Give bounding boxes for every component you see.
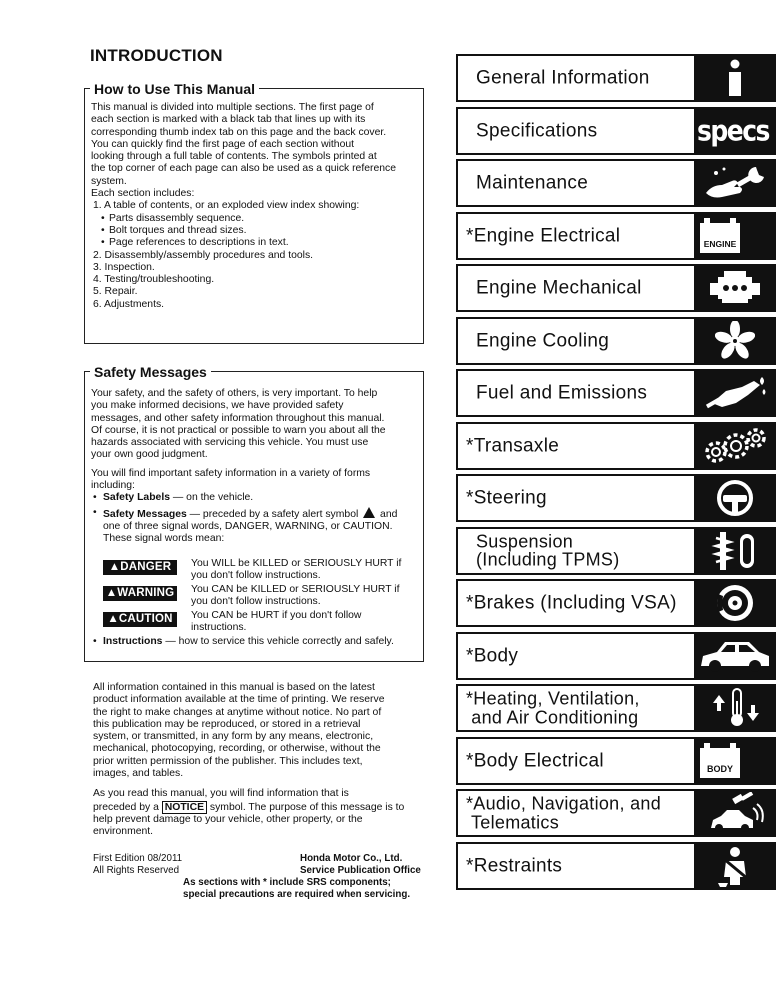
company: Honda Motor Co., Ltd. bbox=[300, 853, 403, 864]
how-to-use-body bbox=[91, 102, 421, 311]
srs-note bbox=[183, 877, 410, 901]
battery-text: ENGINE bbox=[700, 223, 740, 253]
tab-suspension[interactable] bbox=[456, 527, 776, 575]
list-item: 4. Testing/troubleshooting. bbox=[93, 274, 215, 286]
sub-list-item: • Bolt torques and thread sizes. bbox=[91, 225, 421, 237]
safety-line: hazards associated with servicing this vehicle. You must use bbox=[91, 437, 369, 449]
sub-list-item: • Page references to descriptions in text. bbox=[91, 237, 421, 249]
edition: First Edition 08/2011 bbox=[93, 853, 183, 864]
signal-line: You CAN be KILLED or SERIOUSLY HURT if bbox=[191, 583, 400, 595]
tab-engine-electrical[interactable] bbox=[456, 212, 776, 260]
instructions-item bbox=[91, 636, 421, 648]
office: Service Publication Office bbox=[300, 865, 421, 876]
signal-line: you don't follow instructions. bbox=[191, 569, 321, 581]
tab-label-line1: Suspension bbox=[476, 531, 574, 551]
tab-hvac[interactable] bbox=[456, 684, 776, 732]
safety-line: you make informed decisions, we have provided safety bbox=[91, 400, 344, 412]
notice-badge: NOTICE bbox=[162, 801, 207, 814]
tab-restraints[interactable] bbox=[456, 842, 776, 890]
safety-heading: Safety Messages bbox=[90, 364, 211, 380]
tab-label bbox=[466, 795, 698, 832]
disclaimer-line: images, and tables. bbox=[93, 768, 184, 780]
tab-transaxle[interactable] bbox=[456, 422, 776, 470]
tab-general-information[interactable] bbox=[456, 54, 776, 102]
rights: All Rights Reserved bbox=[93, 865, 180, 876]
list-item: 5. Repair. bbox=[93, 286, 138, 298]
battery-engine-icon bbox=[694, 214, 776, 258]
signal-warning bbox=[91, 584, 421, 608]
safety-labels-rest: — on the vehicle. bbox=[170, 492, 254, 504]
srs-line: As sections with * include SRS components; bbox=[183, 877, 391, 888]
signal-line: You CAN be HURT if you don't follow bbox=[191, 609, 362, 621]
battery-body-icon bbox=[694, 739, 776, 783]
tab-label bbox=[476, 532, 708, 569]
intro-line: system. bbox=[91, 175, 127, 187]
signal-text bbox=[191, 584, 399, 608]
notice-post: symbol. The purpose of this message is to bbox=[207, 801, 405, 813]
safety-messages-rest: — preceded by a safety alert symbol bbox=[186, 508, 362, 520]
safety-line: one of three signal words, DANGER, WARNING, or CAUTION. bbox=[103, 520, 393, 532]
signal-line: You WILL be KILLED or SERIOUSLY HURT if bbox=[191, 557, 402, 569]
danger-badge: ▲DANGER bbox=[103, 560, 177, 575]
disclaimer-line: the right to make changes at anytime without notice. No part of bbox=[93, 706, 382, 718]
signal-caution bbox=[91, 610, 421, 634]
safety-line: You will find important safety information in a variety of forms bbox=[91, 467, 371, 479]
intro-line: each section is marked with a black tab that lines up with its bbox=[91, 114, 366, 126]
intro-line: You can quickly find the first page of each section without bbox=[91, 138, 355, 150]
safety-body bbox=[91, 388, 421, 648]
instructions-rest: — how to service this vehicle correctly and safely. bbox=[162, 635, 394, 647]
footer-left bbox=[93, 853, 182, 877]
safety-line: messages, and other safety information throughout this manual. bbox=[91, 412, 385, 424]
intro-line: corresponding thumb index tab on this page and the back cover. bbox=[91, 126, 387, 138]
safety-labels-item bbox=[91, 492, 421, 504]
disclaimer-line: product information available at the time of printing. We reserve bbox=[93, 694, 385, 706]
tab-label bbox=[466, 690, 698, 727]
tab-label: *Transaxle bbox=[466, 435, 560, 456]
intro-line: the top corner of each page can also be used as a quick reference bbox=[91, 163, 396, 175]
safety-messages-bold: Safety Messages bbox=[103, 508, 187, 520]
specs-icon bbox=[694, 109, 776, 153]
steering-wheel-icon bbox=[694, 476, 776, 520]
intro-line: looking through a full table of contents. The symbols printed at bbox=[91, 151, 377, 163]
tab-label: Fuel and Emissions bbox=[476, 382, 648, 404]
notice-pre: preceded by a bbox=[93, 801, 162, 813]
how-to-use-heading: How to Use This Manual bbox=[90, 81, 259, 97]
specs-icon-text: specs bbox=[697, 113, 769, 148]
tab-label: *Body Electrical bbox=[466, 750, 604, 771]
safety-line: including: bbox=[91, 480, 135, 492]
safety-line: Of course, it is not practical or possible to warn you about all the bbox=[91, 424, 386, 436]
disclaimer-line: prior written permission of the publisher. This includes text, bbox=[93, 755, 363, 767]
instructions-bold: Instructions bbox=[103, 635, 163, 647]
each-section-line: Each section includes: bbox=[91, 188, 195, 200]
signal-line: instructions. bbox=[191, 621, 247, 633]
list-item: 6. Adjustments. bbox=[93, 298, 165, 310]
list-item: 1. A table of contents, or an exploded view index showing: bbox=[93, 200, 360, 212]
tab-audio-navigation[interactable] bbox=[456, 789, 776, 837]
seatbelt-icon bbox=[694, 844, 776, 888]
tab-steering[interactable] bbox=[456, 474, 776, 522]
disclaimer bbox=[93, 682, 423, 839]
car-body-icon bbox=[694, 634, 776, 678]
tab-maintenance[interactable] bbox=[456, 159, 776, 207]
warning-badge: ▲WARNING bbox=[103, 586, 177, 601]
safety-line: These signal words mean: bbox=[103, 533, 225, 545]
tab-label: Engine Mechanical bbox=[476, 277, 642, 299]
disclaimer-line: All information contained in this manual is based on the latest bbox=[93, 682, 375, 693]
engine-block-icon bbox=[694, 266, 776, 310]
disclaimer-line: this publication may be reproduced, or stored in a retrieval bbox=[93, 718, 361, 730]
caution-badge: ▲CAUTION bbox=[103, 612, 177, 627]
notice-line: help prevent damage to your vehicle, other property, or the bbox=[93, 813, 363, 825]
signal-text bbox=[191, 610, 361, 634]
satellite-car-icon bbox=[694, 791, 776, 835]
notice-line: As you read this manual, you will find information that is bbox=[93, 788, 349, 800]
battery-shape bbox=[700, 743, 740, 779]
signal-text bbox=[191, 558, 401, 582]
tab-label: Engine Cooling bbox=[476, 330, 610, 351]
battery-text: BODY bbox=[700, 748, 740, 778]
tab-engine-cooling[interactable] bbox=[456, 317, 776, 365]
srs-line: special precautions are required when servicing. bbox=[183, 889, 411, 900]
tab-label-line2: (Including TPMS) bbox=[476, 549, 620, 570]
tab-label: *Brakes (Including VSA) bbox=[466, 592, 677, 614]
fan-icon bbox=[694, 319, 776, 363]
info-icon bbox=[694, 56, 776, 100]
notice-line-2 bbox=[93, 801, 423, 814]
intro-line: This manual is divided into multiple sections. The first page of bbox=[91, 102, 374, 113]
tab-label-line2: Telematics bbox=[466, 812, 560, 832]
tab-label: Maintenance bbox=[476, 172, 589, 194]
tab-label: *Restraints bbox=[466, 855, 563, 876]
tab-label: *Engine Electrical bbox=[466, 225, 621, 246]
tab-engine-mechanical[interactable] bbox=[456, 264, 776, 312]
tab-label: General Information bbox=[476, 67, 650, 89]
disclaimer-line: mechanical, photocopying, recording, or otherwise, without the bbox=[93, 743, 381, 755]
fuel-nozzle-icon bbox=[694, 371, 776, 415]
tab-label-line1: *Heating, Ventilation, bbox=[466, 688, 640, 709]
signal-line: you don't follow instructions. bbox=[191, 595, 321, 607]
tab-fuel-and-emissions[interactable] bbox=[456, 369, 776, 417]
tab-label-line2: and Air Conditioning bbox=[466, 707, 639, 727]
page-title: INTRODUCTION bbox=[90, 46, 223, 65]
safety-alert-icon bbox=[363, 507, 375, 518]
brake-disc-icon bbox=[694, 581, 776, 625]
list-item: 3. Inspection. bbox=[93, 261, 155, 273]
footer-right bbox=[300, 853, 421, 877]
signal-danger bbox=[91, 558, 421, 582]
tab-body-electrical[interactable] bbox=[456, 737, 776, 785]
safety-labels-bold: Safety Labels bbox=[103, 492, 170, 504]
battery-shape bbox=[700, 218, 740, 254]
thermometer-icon bbox=[694, 686, 776, 730]
shock-absorber-icon bbox=[694, 529, 776, 573]
tab-label: Specifications bbox=[476, 120, 598, 141]
tab-label: *Steering bbox=[466, 487, 547, 509]
list-item: 2. Disassembly/assembly procedures and tools. bbox=[93, 249, 314, 261]
gears-icon bbox=[694, 424, 776, 468]
tab-brakes[interactable] bbox=[456, 579, 776, 627]
safety-messages-rest2: and bbox=[377, 508, 398, 520]
section-tab-list bbox=[456, 54, 776, 894]
tab-specifications[interactable] bbox=[456, 107, 776, 155]
safety-line: Your safety, and the safety of others, is very important. To help bbox=[91, 388, 378, 399]
disclaimer-line: system, or transmitted, in any form by any means, electronic, bbox=[93, 731, 374, 743]
tab-label: *Body bbox=[466, 645, 519, 666]
tab-label-line1: *Audio, Navigation, and bbox=[466, 793, 662, 814]
notice-line: environment. bbox=[93, 826, 154, 838]
wrench-hand-icon bbox=[694, 161, 776, 205]
safety-messages-item bbox=[91, 507, 421, 521]
tab-body[interactable] bbox=[456, 632, 776, 680]
sub-list-item: • Parts disassembly sequence. bbox=[91, 213, 421, 225]
signal-list bbox=[91, 558, 421, 634]
safety-line: your own good judgment. bbox=[91, 449, 208, 461]
